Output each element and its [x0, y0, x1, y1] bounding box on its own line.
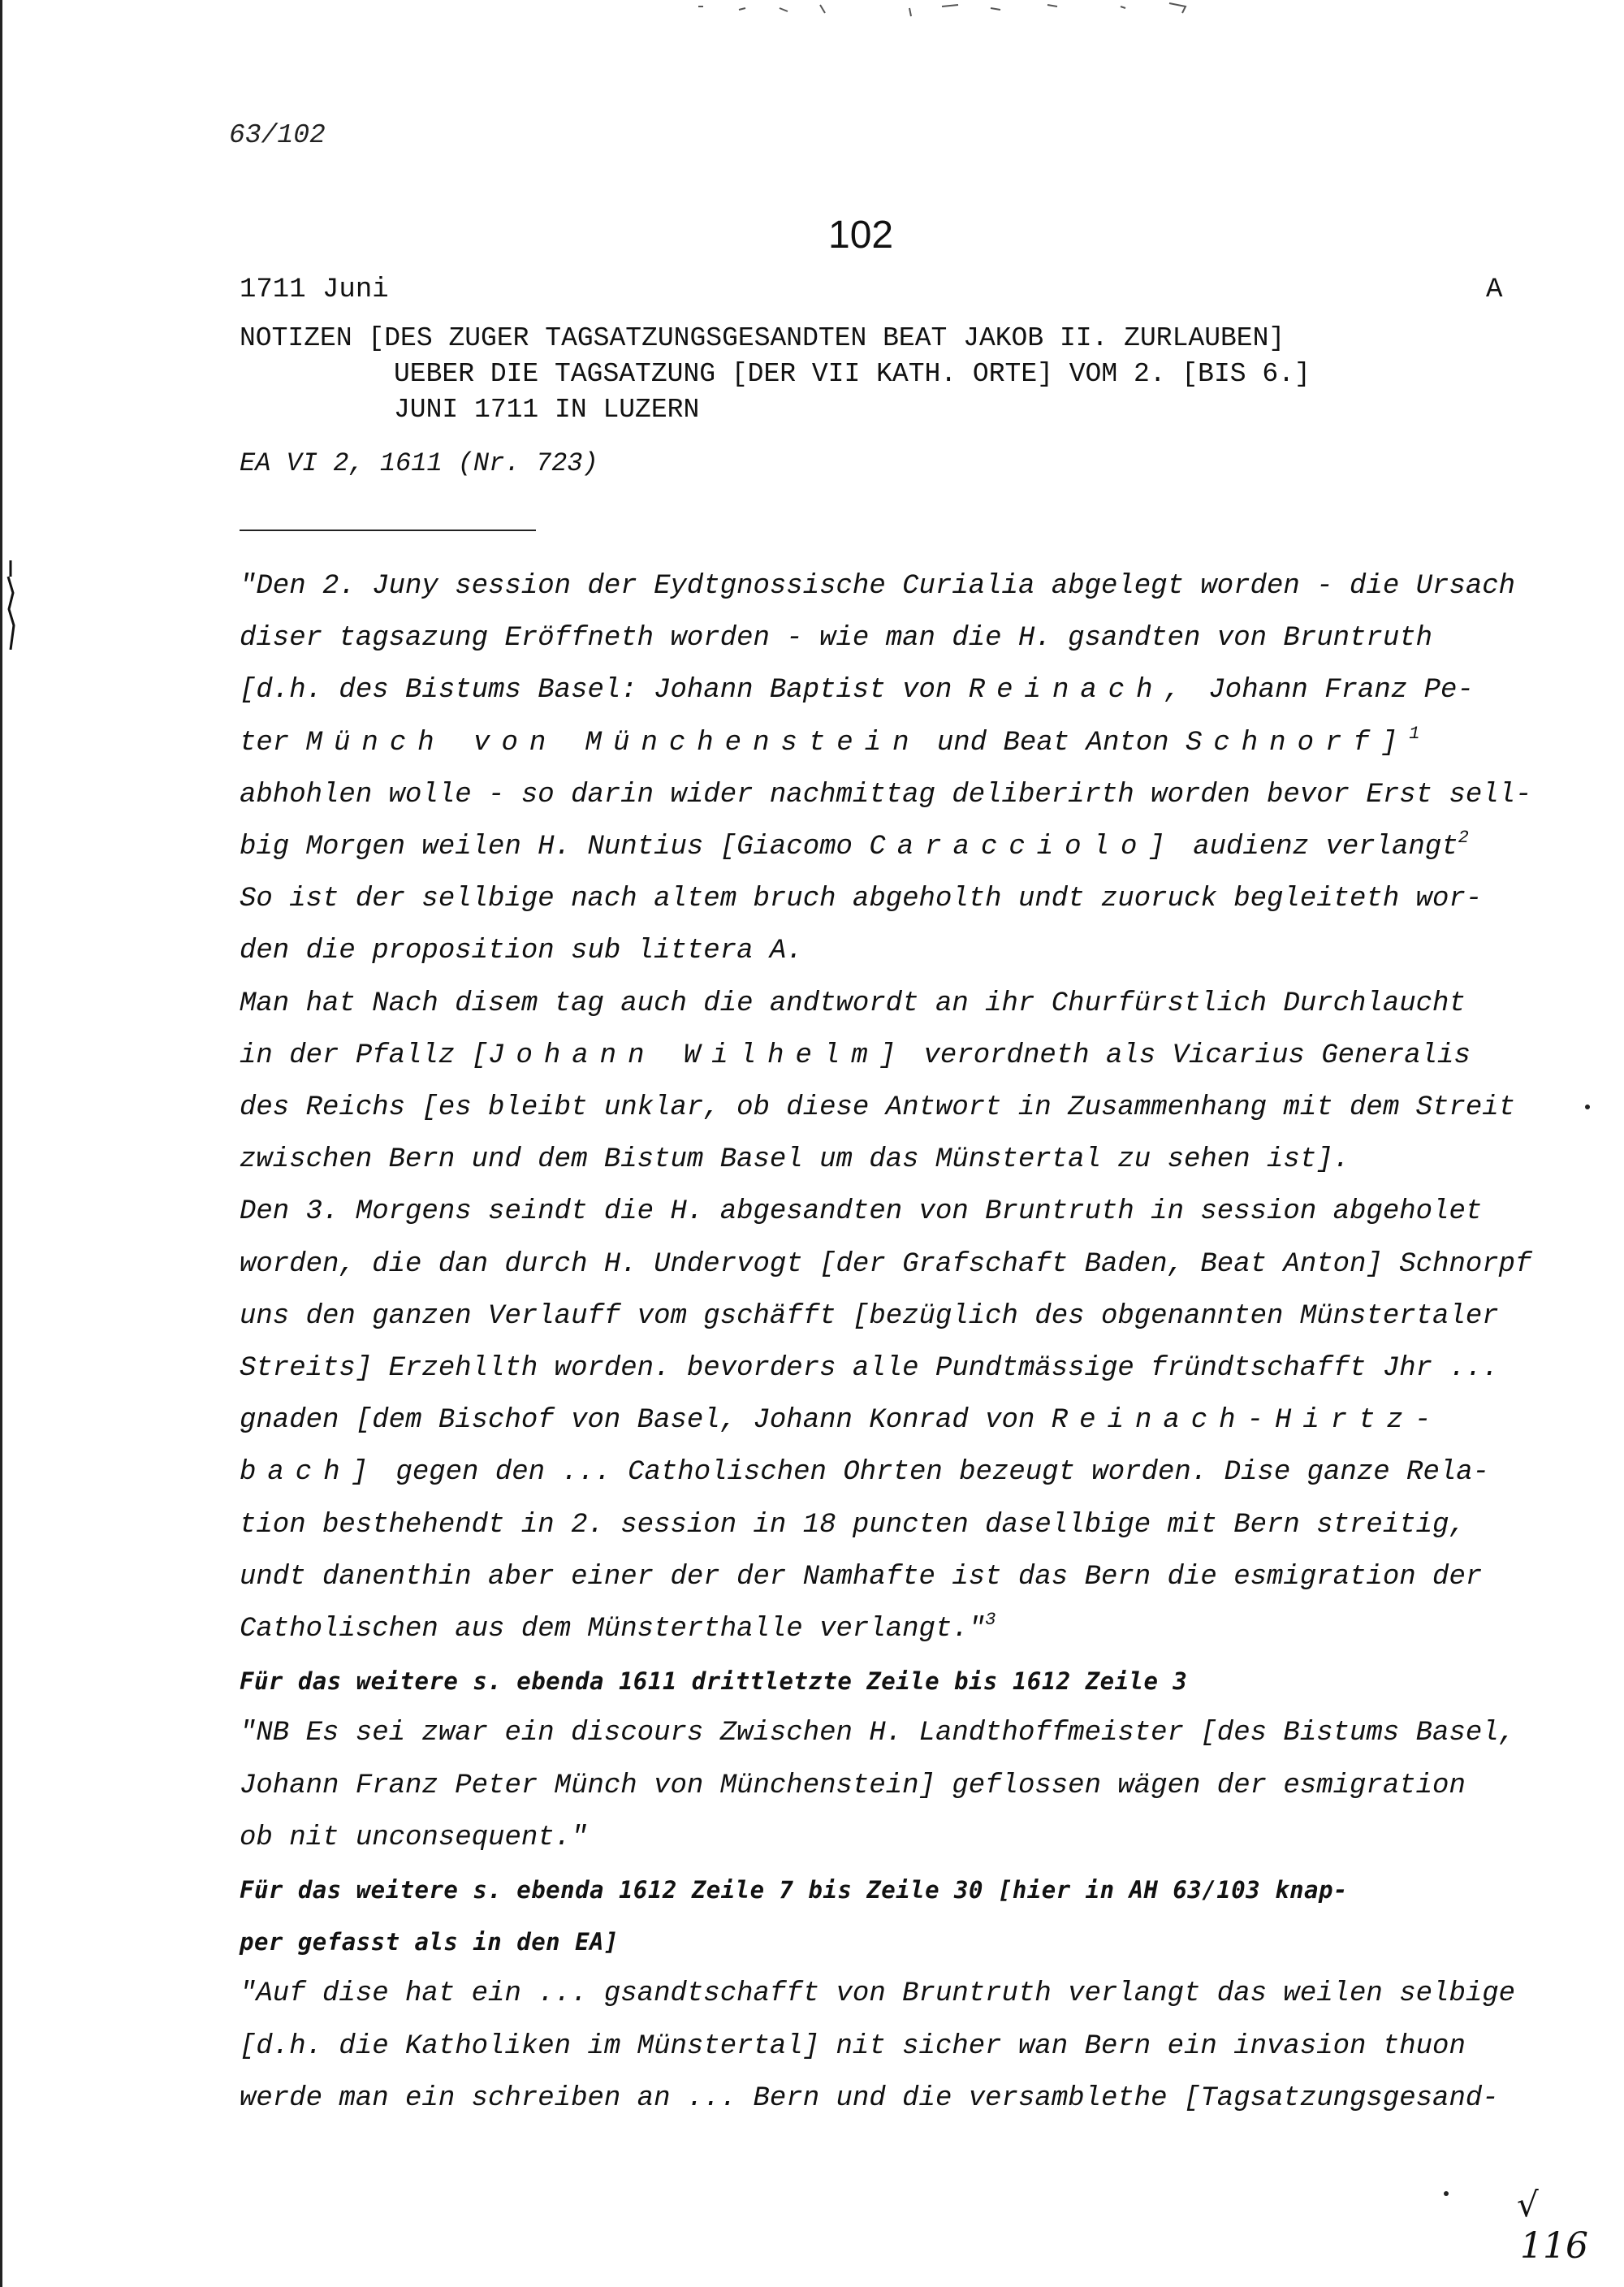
editorial-note: Für das weitere s. ebenda 1611 drittletzte Zeile bis 1612 Zeile 3 — [240, 1667, 1188, 1696]
source-citation: EA VI 2, 1611 (Nr. 723) — [240, 448, 598, 478]
spaced-name: Johann Wilhelm] — [488, 1040, 908, 1071]
text-line: undt danenthin aber einer der der Namhafte ist das Bern die esmigration der — [240, 1561, 1483, 1593]
text-line — [240, 664, 1522, 716]
text-line: "Auf dise hat ein ... gsandtschafft von Bruntruth verlangt das weilen selbige — [240, 1978, 1516, 2010]
text-line — [240, 1394, 1522, 1446]
editorial-note: per gefasst als in den EA] — [240, 1928, 619, 1956]
check-mark: √ — [1517, 2185, 1539, 2224]
document-date: 1711 Juni — [240, 275, 389, 305]
text-line: abhohlen wolle - so darin wider nachmittag deliberirth worden bevor Erst sell- — [240, 779, 1532, 811]
spaced-name: Caracciolo] — [869, 832, 1177, 863]
footnote-marker: 2 — [1458, 828, 1469, 849]
page-edge — [0, 0, 2, 2287]
text-segment: gnaden [dem Bischof von Basel, Johann Konrad von — [240, 1405, 1035, 1437]
text-segment: in der Pfallz [ — [240, 1040, 489, 1071]
title-line: NOTIZEN [DES ZUGER TAGSATZUNGSGESANDTEN BEAT JAKOB II. ZURLAUBEN] — [240, 323, 1285, 353]
document-number: 102 — [828, 214, 894, 257]
text-line — [240, 821, 1522, 873]
stray-dot — [1585, 1105, 1590, 1109]
text-line: [d.h. die Katholiken im Münstertal] nit sicher wan Bern ein invasion thuon — [240, 2030, 1466, 2062]
footnote-marker: 3 — [985, 1610, 996, 1631]
text-line: tion besthehendt in 2. session in 18 puncten dasellbige mit Bern streitig, — [240, 1509, 1466, 1541]
text-line: uns den ganzen Verlauff vom gschäfft [bezüglich des obgenannten Münstertaler — [240, 1300, 1499, 1332]
text-line — [240, 1446, 1522, 1498]
margin-scribble — [5, 560, 16, 650]
text-segment: und Beat Anton — [936, 727, 1169, 759]
text-line: ob nit unconsequent." — [240, 1822, 588, 1853]
text-line: Streits] Erzehllth worden. bevorders alle Pundtmässige fründtschafft Jhr ... — [240, 1353, 1499, 1385]
text-line: So ist der sellbige nach altem bruch abgeholth undt zuoruck begleiteth wor- — [240, 884, 1483, 915]
text-line: Den 3. Morgens seindt die H. abgesandten von Bruntruth in session abgeholet — [240, 1196, 1483, 1228]
text-line: werde man ein schreiben an ... Bern und die versamblethe [Tagsatzungsgesand- — [240, 2082, 1499, 2114]
text-segment: verordneth als Vicarius Generalis — [923, 1040, 1471, 1071]
spaced-name: Reinach-Hirtz- — [1051, 1405, 1443, 1437]
text-line — [240, 1603, 1522, 1655]
text-segment: big Morgen weilen H. Nuntius [Giacomo — [240, 832, 853, 863]
text-line: Johann Franz Peter Münch von Münchenstein] geflossen wägen der esmigration — [240, 1770, 1466, 1801]
separator-rule — [240, 530, 536, 531]
folio-number: 116 — [1520, 2225, 1588, 2267]
spaced-name: Schnorf] — [1185, 727, 1410, 759]
text-line — [240, 1030, 1522, 1082]
transcription-body — [240, 560, 1532, 2125]
text-line: Man hat Nach disem tag auch die andtwordt an ihr Churfürstlich Durchlaucht — [240, 988, 1466, 1019]
document-letter: A — [1486, 275, 1503, 305]
text-line: des Reichs [es bleibt unklar, ob diese Antwort in Zusammenhang mit dem Streit — [240, 1092, 1516, 1124]
text-line: diser tagsazung Eröffneth worden - wie man die H. gsandten von Bruntruth — [240, 623, 1433, 655]
text-segment: Johann Franz Pe- — [1208, 675, 1474, 707]
text-line — [240, 717, 1522, 769]
text-segment: gegen den ... Catholischen Ohrten bezeugt worden. Dise ganze Rela- — [395, 1457, 1490, 1489]
spaced-name: bach] — [240, 1457, 380, 1489]
document-title — [240, 321, 1522, 428]
title-line: JUNI 1711 IN LUZERN — [394, 395, 700, 425]
text-line: "NB Es sei zwar ein discours Zwischen H. Landthoffmeister [des Bistums Basel, — [240, 1718, 1516, 1749]
spaced-name: Münch von Münchenstein — [305, 727, 921, 759]
title-line: UEBER DIE TAGSATZUNG [DER VII KATH. ORTE] VOM 2. [BIS 6.] — [394, 359, 1311, 389]
scan-artifacts — [698, 0, 1202, 23]
text-segment: ter — [240, 727, 290, 759]
stray-dot — [1444, 2191, 1449, 2196]
footnote-marker: 1 — [1409, 723, 1420, 744]
text-line: worden, die dan durch H. Undervogt [der Grafschaft Baden, Beat Anton] Schnorpf — [240, 1248, 1532, 1280]
text-line: zwischen Bern und dem Bistum Basel um das Münstertal zu sehen ist]. — [240, 1144, 1350, 1176]
archive-reference: 63/102 — [229, 120, 326, 150]
text-segment: [d.h. des Bistums Basel: Johann Baptist von — [240, 675, 952, 707]
text-segment: Catholischen aus dem Münsterthalle verlangt." — [240, 1614, 986, 1645]
text-line: "Den 2. Juny session der Eydtgnossische Curialia abgelegt worden - die Ursach — [240, 571, 1516, 602]
text-line: den die proposition sub littera A. — [240, 936, 803, 967]
spaced-name: Reinach, — [968, 675, 1192, 707]
editorial-note: Für das weitere s. ebenda 1612 Zeile 7 bis Zeile 30 [hier in AH 63/103 knap- — [240, 1876, 1348, 1904]
text-segment: audienz verlangt — [1193, 832, 1458, 863]
